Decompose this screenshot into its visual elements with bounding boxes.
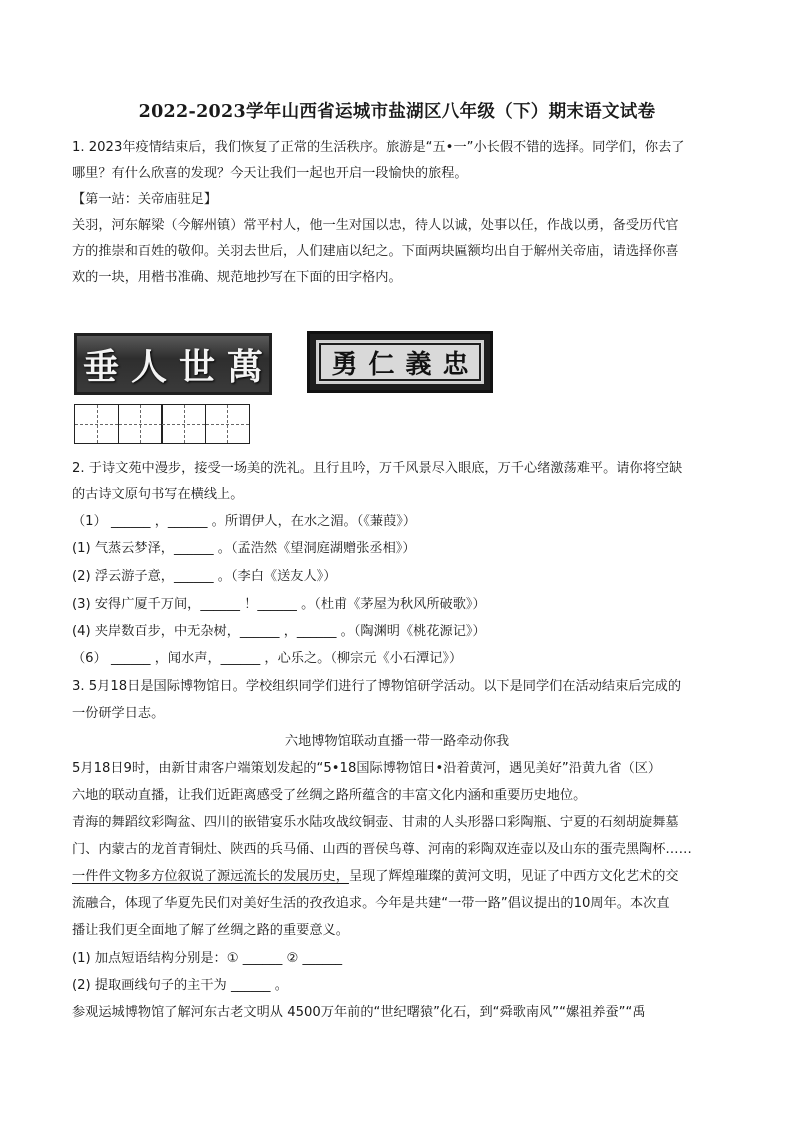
q3-paragraph-6: 流融合，体现了华夏先民们对美好生活的孜孜追求。今年是共建“一带一路”倡议提出的10周年。本次直	[72, 896, 670, 911]
tianzige-cell[interactable]	[118, 404, 163, 444]
q1-paragraph-1: 关羽，河东解梁（今解州镇）常平村人，他一生对国以忠，待人以诚，处事以任，作战以勇，备受历代官	[72, 218, 679, 233]
q2-line-1: 2. 于诗文苑中漫步，接受一场美的洗礼。且行且吟，万千风景尽入眼底，万千心绪激荡难平。请你将空缺	[72, 461, 683, 476]
q1-line-2: 哪里？有什么欣喜的发现？今天让我们一起也开启一段愉快的旅程。	[72, 166, 468, 181]
tianzige-cell[interactable]	[205, 404, 250, 444]
q2-item: (2) 浮云游子意，______ 。（李白《送友人》）	[72, 569, 337, 584]
plaque-right-char: 義	[405, 349, 432, 380]
q3-paragraph-2: 六地的联动直播，让我们近距离感受了丝绸之路所蕴含的丰富文化内涵和重要历史地位。	[72, 788, 587, 803]
tianzige-cell[interactable]	[161, 404, 206, 444]
q2-item: （6） ______ ，闻水声，______ ，心乐之。（柳宗元《小石潭记》）	[72, 651, 463, 666]
q3-paragraph-7: 播让我们更全面地了解了丝绸之路的重要意义。	[72, 923, 349, 938]
q1-paragraph-3: 欢的一块，用楷书准确、规范地抄写在下面的田字格内。	[72, 270, 402, 285]
q1-line-1: 1. 2023年疫情结束后，我们恢复了正常的生活秩序。旅游是“五•一”小长假不错的选择。同学们，你去了	[72, 140, 685, 155]
plaque-left-image	[74, 333, 272, 395]
plaque-left-char: 世	[178, 345, 215, 388]
q1-paragraph-2: 方的推崇和百姓的敬仰。关羽去世后，人们建庙以纪之。下面两块匾额均出自于解州关帝庙，请选择你喜	[72, 244, 679, 259]
plaque-left-char: 萬	[226, 345, 263, 388]
q3-line-1: 3. 5月18日是国际博物馆日。学校组织同学们进行了博物馆研学活动。以下是同学们在活动结束后完成的	[72, 679, 682, 694]
plaque-right-char: 仁	[368, 349, 395, 380]
q2-item: (4) 夹岸数百步，中无杂树，______ ，______ 。（陶渊明《桃花源记》）	[72, 624, 486, 639]
q3-paragraph-4: 门、内蒙古的龙首青铜灶、陕西的兵马俑、山西的晋侯鸟尊、河南的彩陶双连壶以及山东的蛋壳黑陶杯……	[72, 842, 692, 857]
q3-article-title: 六地博物馆联动直播一带一路牵动你我	[284, 734, 510, 749]
q3-paragraph-1: 5月18日9时，由新甘肃客户端策划发起的“5•18国际博物馆日•沿着黄河，遇见美好”沿黄九省（区）	[72, 761, 662, 776]
plaque-left-char: 人	[130, 345, 167, 388]
q2-item: （1） ______ ，______ 。所谓伊人，在水之湄。（《蒹葭》）	[72, 514, 417, 529]
plaque-right-char: 忠	[442, 349, 469, 380]
plaque-right-char: 勇	[331, 349, 358, 380]
q2-item: (3) 安得广厦千万间，______ ！______ 。（杜甫《茅屋为秋风所破歌》）	[72, 597, 486, 612]
plaque-left-char: 垂	[82, 345, 119, 388]
page-title: 2022-2023学年山西省运城市盐湖区八年级（下）期末语文试卷	[138, 102, 656, 122]
q3-paragraph-8: 参观运城博物馆了解河东古老文明从 4500万年前的“世纪曙猿”化石，到“舜歌南风”“嫘祖养蚕”“禹	[72, 1005, 646, 1020]
q3-underlined-sentence: 一件件文物多方位叙说了源远流长的发展历史，	[72, 869, 349, 884]
q2-line-2: 的古诗文原句书写在横线上。	[72, 487, 244, 502]
plaque-right-image	[307, 331, 493, 393]
q3-subquestion-2: (2) 提取画线句子的主干为 ______ 。	[72, 978, 288, 993]
q3-paragraph-5-rest: 呈现了辉煌璀璨的黄河文明，见证了中西方文化艺术的交	[348, 869, 679, 884]
q3-paragraph-5	[72, 868, 679, 886]
q3-paragraph-3: 青海的舞蹈纹彩陶盆、四川的嵌错宴乐水陆攻战纹铜壶、甘肃的人头形器口彩陶瓶、宁夏的石刻胡旋舞墓	[72, 815, 679, 830]
tianzige-writing-grid	[74, 404, 250, 444]
q2-item: (1) 气蒸云梦泽，______ 。（孟浩然《望洞庭湖赠张丞相》）	[72, 541, 416, 556]
tianzige-cell[interactable]	[74, 404, 119, 444]
q3-subquestion-1: (1) 加点短语结构分别是：① ______ ② ______	[72, 951, 343, 966]
q3-line-2: 一份研学日志。	[72, 706, 165, 721]
q1-station-heading: 【第一站：关帝庙驻足】	[72, 192, 218, 207]
